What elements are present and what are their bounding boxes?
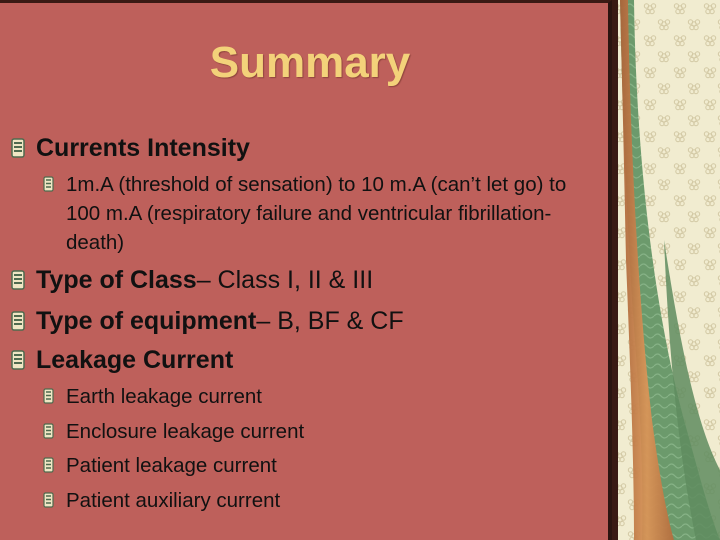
bullet-rest-text: – B, BF & CF [256, 306, 404, 335]
scroll-bullet-icon [10, 270, 28, 290]
bullet-type-of-equipment [10, 306, 404, 336]
scroll-bullet-icon [43, 457, 55, 473]
bullet-lead-text: Currents Intensity [36, 133, 250, 162]
bullet-lead-text: Type of equipment [36, 306, 257, 335]
sub-bullet-text: 1m.A (threshold of sensation) to 10 m.A (can’t let go) to 100 m.A (respiratory failure and ventricular fibrillation-death) [66, 173, 567, 254]
sub-bullet-enclosure-leakage [43, 417, 596, 446]
bullet-lead-text: Type of Class [36, 265, 197, 294]
bullet-rest-text: – Class I, II & III [196, 265, 374, 294]
scroll-bullet-icon [10, 138, 28, 158]
bullet-currents-intensity [10, 133, 250, 163]
scroll-bullet-icon [10, 311, 28, 331]
sub-bullet-patient-auxiliary [43, 486, 596, 515]
scroll-bullet-icon [43, 492, 55, 508]
sub-bullet-text: Earth leakage current [66, 385, 263, 408]
scroll-bullet-icon [10, 350, 28, 370]
bullet-type-of-class [10, 265, 373, 295]
bullet-leakage-current [10, 345, 233, 375]
decorative-side-art [612, 0, 720, 540]
sub-bullet-text: Patient auxiliary current [66, 489, 281, 512]
slide-title: Summary [209, 38, 411, 87]
sub-bullet-earth-leakage [43, 382, 596, 411]
sub-bullet-current-thresholds [43, 170, 596, 257]
sub-bullet-text: Patient leakage current [66, 454, 277, 477]
scroll-bullet-icon [43, 176, 55, 192]
sub-bullet-text: Enclosure leakage current [66, 420, 305, 443]
bullet-lead-text: Leakage Current [36, 345, 234, 374]
scroll-bullet-icon [43, 388, 55, 404]
sub-bullet-patient-leakage [43, 451, 596, 480]
scroll-bullet-icon [43, 423, 55, 439]
